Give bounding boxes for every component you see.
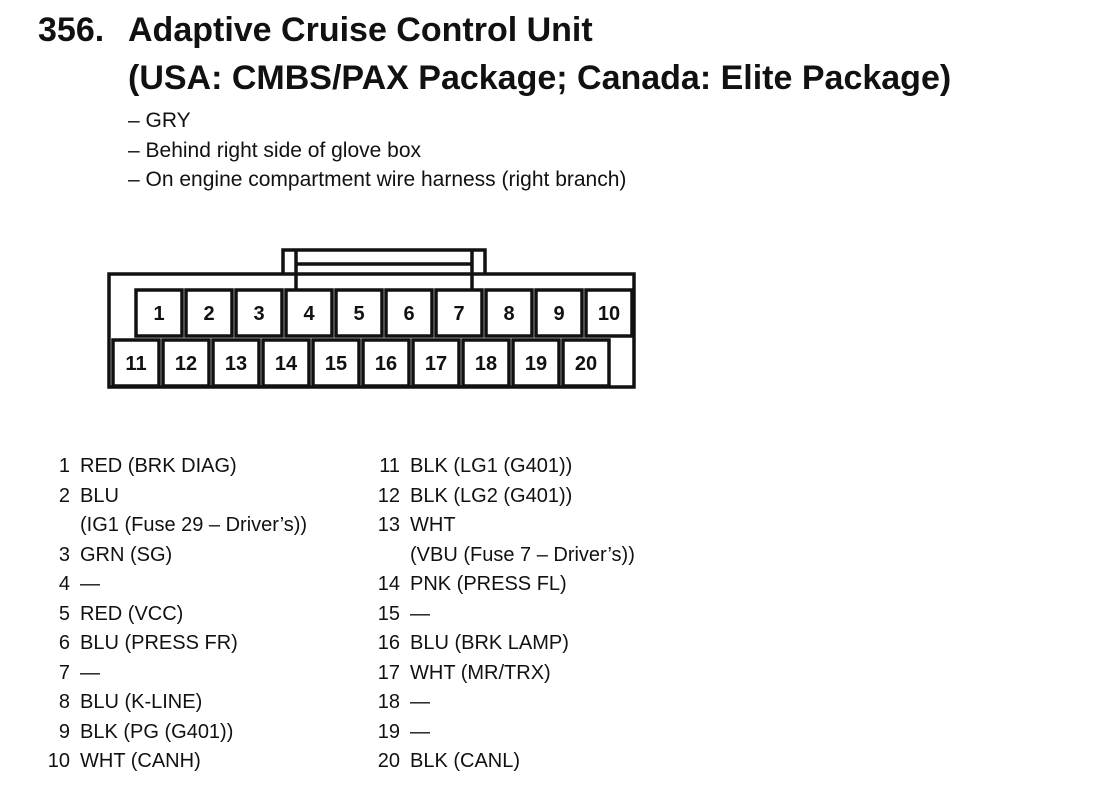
pin-label-9: 9 [553,303,565,325]
pin-label-17: 17 [424,353,448,375]
pin-number: 12 [377,484,400,507]
pin-number: 18 [377,691,400,713]
pin-number: 11 [379,455,400,477]
pin-row [40,659,307,689]
pin-number: 1 [58,455,70,477]
pin-number: 20 [377,750,400,772]
pin-row [370,747,635,777]
pin-description: BLK (CANL) [410,750,521,772]
pin-number: 6 [58,632,70,654]
section-number: 356. [38,11,105,49]
pin-number: 13 [377,514,400,536]
pin-description: — [410,602,430,625]
pin-label-20: 20 [574,353,598,375]
pin-label-12: 12 [174,353,198,375]
pin-number: 14 [377,573,400,595]
pin-number: 3 [58,543,70,566]
pin-label-5: 5 [353,303,365,325]
pin-number: 19 [377,720,400,743]
pin-description: — [80,573,100,595]
pin-row [40,688,307,718]
pin-description: BLK (PG (G401)) [80,720,234,743]
pin-row [370,688,635,718]
pin-row [370,482,635,512]
page-title: Adaptive Cruise Control Unit [128,11,593,49]
pin-row [40,482,307,512]
pin-row [40,570,307,600]
pin-label-10: 10 [597,303,621,325]
pin-number: 9 [58,720,70,743]
pin-row [40,452,307,482]
pin-number: 10 [47,750,70,772]
pin-description: BLU (K-LINE) [80,691,203,713]
pin-description: WHT [410,514,456,536]
pin-label-16: 16 [374,353,398,375]
pin-row [40,629,307,659]
pin-description: PNK (PRESS FL) [410,573,567,595]
pin-circuit-detail: (IG1 (Fuse 29 – Driver’s)) [80,514,308,536]
pin-description: GRN (SG) [80,543,173,566]
pin-row [40,541,307,571]
pin-label-8: 8 [503,303,515,325]
pin-description: RED (VCC) [80,602,184,625]
note-harness: – On engine compartment wire harness (right branch) [128,168,627,191]
pin-description: RED (BRK DIAG) [80,455,237,477]
note-color: – GRY [128,109,191,132]
pin-row [40,747,307,777]
pin-number: 8 [58,691,70,713]
pin-description: BLU [80,484,119,507]
pin-description: — [410,720,430,743]
pin-row [370,659,635,689]
pin-list-right [370,452,635,777]
pin-description: BLK (LG2 (G401)) [410,484,573,507]
pin-description: BLU (PRESS FR) [80,632,238,654]
pin-label-7: 7 [453,303,465,325]
pin-label-13: 13 [224,353,248,375]
pin-row [40,718,307,748]
pin-label-3: 3 [253,303,265,325]
page-subtitle: (USA: CMBS/PAX Package; Canada: Elite Package) [128,59,952,97]
pin-row [370,511,635,541]
pin-number: 15 [377,602,400,625]
pin-number: 2 [58,484,70,507]
pin-number: 17 [377,661,400,684]
pin-label-4: 4 [303,303,315,325]
pin-label-1: 1 [153,303,165,325]
pin-row [370,718,635,748]
pin-row [370,570,635,600]
pin-number: 4 [58,573,70,595]
pin-list-left [40,452,307,777]
pin-label-14: 14 [274,353,298,375]
pin-row [40,600,307,630]
pin-row [370,629,635,659]
pin-number: 5 [58,602,70,625]
pin-label-2: 2 [203,303,215,325]
pin-label-15: 15 [324,353,348,375]
pin-description: — [80,661,100,684]
pin-row [370,452,635,482]
pin-description: BLK (LG1 (G401)) [410,455,573,477]
pin-row [370,600,635,630]
pin-label-6: 6 [403,303,415,325]
pin-number: 16 [377,632,400,654]
pin-label-18: 18 [474,353,498,375]
pin-description: — [410,691,430,713]
pin-description: BLU (BRK LAMP) [410,632,569,654]
pin-description: WHT (MR/TRX) [410,661,551,684]
pin-description: WHT (CANH) [80,750,201,772]
pin-circuit-detail: (VBU (Fuse 7 – Driver’s)) [410,543,635,566]
note-location: – Behind right side of glove box [128,138,422,162]
pin-label-19: 19 [524,353,548,375]
pin-label-11: 11 [125,353,147,375]
pin-number: 7 [58,661,70,684]
